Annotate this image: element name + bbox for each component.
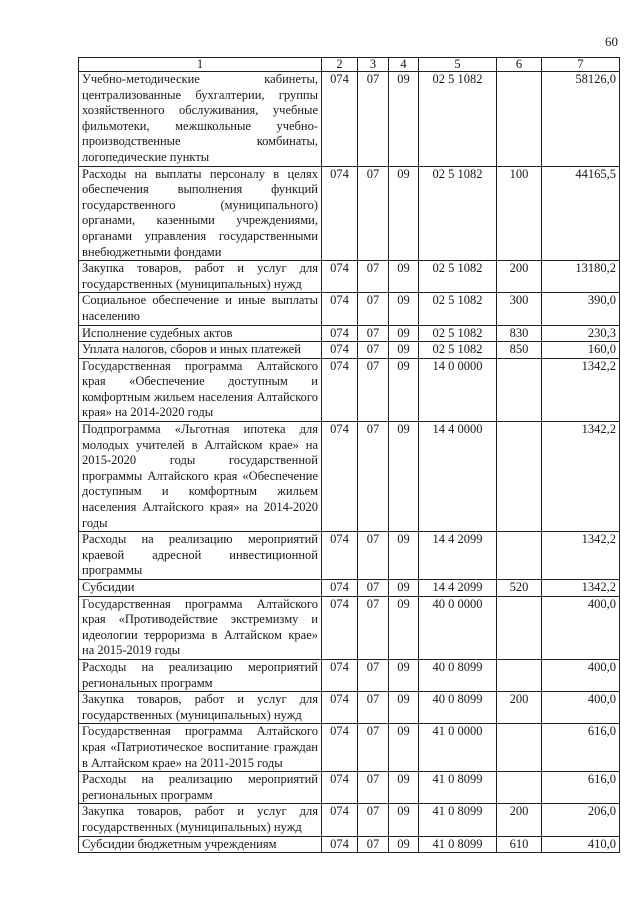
amount-value: 206,0 (542, 804, 620, 836)
target-article-code: 02 5 1082 (419, 325, 497, 342)
table-row (79, 532, 620, 580)
target-article-code: 02 5 1082 (419, 293, 497, 325)
expense-type-code (497, 72, 542, 167)
amount-value: 616,0 (542, 772, 620, 804)
amount-value: 616,0 (542, 724, 620, 772)
target-article-code: 41 0 8099 (419, 804, 497, 836)
section-code: 07 (358, 293, 389, 325)
row-description: Закупка товаров, работ и услуг для государственных (муниципальных) нужд (79, 261, 322, 293)
ministry-code: 074 (322, 772, 358, 804)
column-header: 1 (79, 58, 322, 72)
target-article-code: 41 0 8099 (419, 836, 497, 853)
ministry-code: 074 (322, 422, 358, 532)
row-description: Социальное обеспечение и иные выплаты населению (79, 293, 322, 325)
ministry-code: 074 (322, 532, 358, 580)
subsection-code: 09 (389, 772, 419, 804)
ministry-code: 074 (322, 836, 358, 853)
row-description: Исполнение судебных актов (79, 325, 322, 342)
ministry-code: 074 (322, 342, 358, 359)
expense-type-code: 100 (497, 166, 542, 261)
row-description: Закупка товаров, работ и услуг для государственных (муниципальных) нужд (79, 804, 322, 836)
row-description: Расходы на реализацию мероприятий региональных программ (79, 772, 322, 804)
section-code: 07 (358, 532, 389, 580)
section-code: 07 (358, 692, 389, 724)
table-row (79, 580, 620, 597)
table-row (79, 692, 620, 724)
ministry-code: 074 (322, 596, 358, 659)
target-article-code: 14 4 2099 (419, 580, 497, 597)
ministry-code: 074 (322, 293, 358, 325)
subsection-code: 09 (389, 261, 419, 293)
column-header: 4 (389, 58, 419, 72)
ministry-code: 074 (322, 358, 358, 421)
subsection-code: 09 (389, 72, 419, 167)
ministry-code: 074 (322, 261, 358, 293)
subsection-code: 09 (389, 325, 419, 342)
row-description: Государственная программа Алтайского края «Противодействие экстремизму и идеологии терроризма в Алтайском крае» на 2015-2019 годы (79, 596, 322, 659)
table-header-row (79, 58, 620, 72)
amount-value: 1342,2 (542, 532, 620, 580)
table-row (79, 293, 620, 325)
section-code: 07 (358, 772, 389, 804)
expense-type-code: 300 (497, 293, 542, 325)
subsection-code: 09 (389, 724, 419, 772)
section-code: 07 (358, 804, 389, 836)
page-number: 60 (605, 34, 618, 49)
target-article-code: 41 0 0000 (419, 724, 497, 772)
section-code: 07 (358, 724, 389, 772)
table-row (79, 166, 620, 261)
amount-value: 1342,2 (542, 358, 620, 421)
row-description: Расходы на реализацию мероприятий региональных программ (79, 659, 322, 691)
ministry-code: 074 (322, 724, 358, 772)
table-row (79, 342, 620, 359)
target-article-code: 02 5 1082 (419, 261, 497, 293)
amount-value: 58126,0 (542, 72, 620, 167)
table-body (79, 72, 620, 853)
column-header: 6 (497, 58, 542, 72)
expense-type-code: 830 (497, 325, 542, 342)
row-description: Государственная программа Алтайского края «Патриотическое воспитание граждан в Алтайском крае» на 2011-2015 годы (79, 724, 322, 772)
table-row (79, 836, 620, 853)
section-code: 07 (358, 72, 389, 167)
target-article-code: 40 0 8099 (419, 659, 497, 691)
column-header: 5 (419, 58, 497, 72)
target-article-code: 14 4 0000 (419, 422, 497, 532)
table-row (79, 261, 620, 293)
target-article-code: 40 0 0000 (419, 596, 497, 659)
subsection-code: 09 (389, 659, 419, 691)
amount-value: 410,0 (542, 836, 620, 853)
ministry-code: 074 (322, 72, 358, 167)
row-description: Учебно-методические кабинеты, централизованные бухгалтерии, группы хозяйственного обслуживания, учебные фильмотеки, межшкольные учебно-производственные комбинаты, логопедические пункты (79, 72, 322, 167)
amount-value: 390,0 (542, 293, 620, 325)
budget-table (78, 57, 620, 853)
expense-type-code: 520 (497, 580, 542, 597)
row-description: Уплата налогов, сборов и иных платежей (79, 342, 322, 359)
column-header: 3 (358, 58, 389, 72)
section-code: 07 (358, 422, 389, 532)
expense-type-code: 850 (497, 342, 542, 359)
row-description: Расходы на реализацию мероприятий краевой адресной инвестиционной программы (79, 532, 322, 580)
expense-type-code (497, 772, 542, 804)
ministry-code: 074 (322, 166, 358, 261)
subsection-code: 09 (389, 692, 419, 724)
target-article-code: 02 5 1082 (419, 72, 497, 167)
amount-value: 160,0 (542, 342, 620, 359)
section-code: 07 (358, 580, 389, 597)
target-article-code: 14 0 0000 (419, 358, 497, 421)
subsection-code: 09 (389, 804, 419, 836)
table-row (79, 422, 620, 532)
ministry-code: 074 (322, 804, 358, 836)
section-code: 07 (358, 358, 389, 421)
amount-value: 44165,5 (542, 166, 620, 261)
subsection-code: 09 (389, 836, 419, 853)
row-description: Субсидии (79, 580, 322, 597)
row-description: Закупка товаров, работ и услуг для государственных (муниципальных) нужд (79, 692, 322, 724)
target-article-code: 02 5 1082 (419, 342, 497, 359)
table-row (79, 325, 620, 342)
expense-type-code: 200 (497, 261, 542, 293)
subsection-code: 09 (389, 580, 419, 597)
amount-value: 400,0 (542, 659, 620, 691)
amount-value: 13180,2 (542, 261, 620, 293)
subsection-code: 09 (389, 596, 419, 659)
row-description: Расходы на выплаты персоналу в целях обеспечения выполнения функций государственного (муниципального) органами, казенными учреждениями, органами управления государственными внебюджетными фондами (79, 166, 322, 261)
ministry-code: 074 (322, 580, 358, 597)
section-code: 07 (358, 166, 389, 261)
table-row (79, 724, 620, 772)
amount-value: 400,0 (542, 692, 620, 724)
ministry-code: 074 (322, 659, 358, 691)
expense-type-code: 200 (497, 804, 542, 836)
section-code: 07 (358, 342, 389, 359)
amount-value: 1342,2 (542, 580, 620, 597)
row-description: Субсидии бюджетным учреждениям (79, 836, 322, 853)
table-row (79, 72, 620, 167)
expense-type-code (497, 358, 542, 421)
table-row (79, 804, 620, 836)
subsection-code: 09 (389, 532, 419, 580)
table-row (79, 596, 620, 659)
expense-type-code (497, 596, 542, 659)
section-code: 07 (358, 325, 389, 342)
expense-type-code (497, 422, 542, 532)
target-article-code: 40 0 8099 (419, 692, 497, 724)
section-code: 07 (358, 659, 389, 691)
column-header: 2 (322, 58, 358, 72)
table-row (79, 358, 620, 421)
amount-value: 230,3 (542, 325, 620, 342)
expense-type-code (497, 659, 542, 691)
amount-value: 1342,2 (542, 422, 620, 532)
ministry-code: 074 (322, 325, 358, 342)
target-article-code: 14 4 2099 (419, 532, 497, 580)
table-row (79, 659, 620, 691)
subsection-code: 09 (389, 342, 419, 359)
subsection-code: 09 (389, 293, 419, 325)
amount-value: 400,0 (542, 596, 620, 659)
expense-type-code (497, 724, 542, 772)
subsection-code: 09 (389, 422, 419, 532)
expense-type-code: 200 (497, 692, 542, 724)
subsection-code: 09 (389, 166, 419, 261)
section-code: 07 (358, 596, 389, 659)
table-row (79, 772, 620, 804)
ministry-code: 074 (322, 692, 358, 724)
target-article-code: 41 0 8099 (419, 772, 497, 804)
section-code: 07 (358, 836, 389, 853)
subsection-code: 09 (389, 358, 419, 421)
section-code: 07 (358, 261, 389, 293)
target-article-code: 02 5 1082 (419, 166, 497, 261)
row-description: Подпрограмма «Льготная ипотека для молодых учителей в Алтайском крае» на 2015-2020 годы государственной программы Алтайского края «Обеспечение доступным и комфортным жильем населения Алтайского края» на 2014-2020 годы (79, 422, 322, 532)
row-description: Государственная программа Алтайского края «Обеспечение доступным и комфортным жильем населения Алтайского края» на 2014-2020 годы (79, 358, 322, 421)
expense-type-code: 610 (497, 836, 542, 853)
expense-type-code (497, 532, 542, 580)
column-header: 7 (542, 58, 620, 72)
